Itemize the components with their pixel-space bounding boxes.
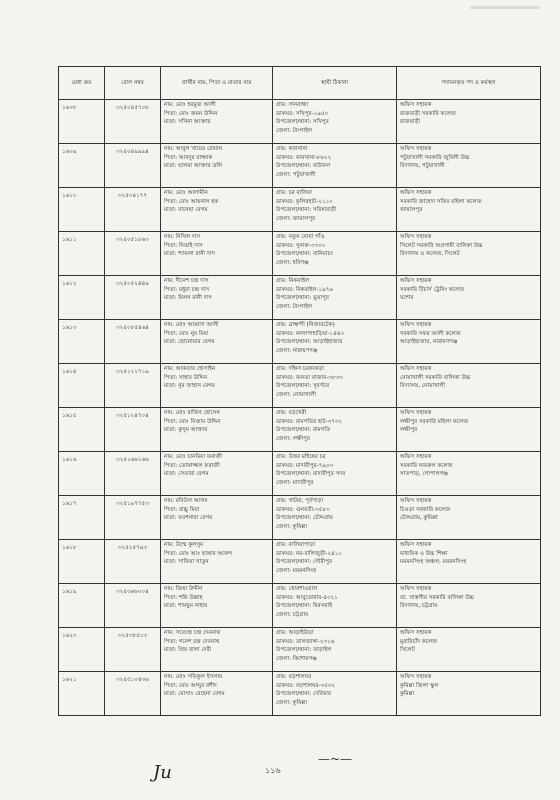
address-cell [273,144,397,188]
post-line: সরকারি নজরুল কলেজ [400,462,453,469]
address-line: গ্রাম: দক্ষিণ চরকাকড়া [276,366,324,372]
name-line: পিতা: নিতাই দাস [164,242,203,249]
post-cell [397,452,541,496]
address-line: জেলা: কুমিল্লা [276,699,307,706]
address-line: গ্রাম: আড়াইউড়া [276,630,314,636]
name-cell [161,320,273,364]
name-line: নাম: রবিউল আলম [164,498,208,504]
post-line: সিলেট সরকারি অগ্রগামী বালিকা উচ্চ [400,242,483,249]
post-line: কুমিল্লা [400,691,415,698]
name-cell [161,584,273,628]
name-line: পিতা: শফি উল্লাহ [164,594,203,601]
address-cell [273,496,397,540]
roll-cell: ৩২৫১২৪৭০৪ [105,408,161,452]
post-line: অফিস সহায়ক [400,586,432,592]
table-row [59,188,541,232]
header-roll: রোল নম্বর [105,67,161,100]
post-line: সরকারি টিচার্স ট্রেনিং কলেজ [400,286,465,293]
name-line: নাম: জিয়া উদ্দীন [164,586,203,592]
post-cell [397,188,541,232]
roll-cell: ৩২৫৩৮৫১৩ [105,628,161,672]
header-address: স্থায়ী ঠিকানা [273,67,397,100]
address-line: জেলা: জামালপুর [276,215,316,222]
post-cell [397,276,541,320]
name-line: পিতা: আবদুর রাজ্জাক [164,154,213,161]
address-line: উপজেলা/থানা: চৌদ্দগ্রাম [276,515,333,522]
post-line: পটুয়াখালী সরকারি জুবিলী উচ্চ [400,154,470,161]
address-cell [273,100,397,144]
address-line: উপজেলা/থানা: রামগতি [276,427,331,434]
address-line: ডাকঘর: আবুতোরাব-৪৩২১ [276,594,338,601]
name-line: নাম: মোঃ রাজিব হোসেন [164,410,220,416]
name-line: নাম: দীনেশ চন্দ্র দাস [164,278,209,284]
roll-cell: ৩২৫০৪১৭৭ [105,188,161,232]
address-cell [273,452,397,496]
roll-cell: ৩২৫২৫৭৯৩ [105,540,161,584]
post-line: অফিস সহায়ক [400,278,432,284]
name-line: পিতা: গনেশ চন্দ্র দেবনাথ [164,638,220,645]
address-cell [273,408,397,452]
name-line: মাতা: শ্যামলা রানী দাস [164,251,216,258]
address-line: উপজেলা/থানা: সুবর্ণচর [276,383,330,390]
post-line: অফিস সহায়ক [400,542,432,548]
roll-cell: ৩২৫০৪৯৯৯৪ [105,144,161,188]
roll-cell: ৩২৫৩৬৬০০৪ [105,584,161,628]
post-line: ময়মনসিংহ অঞ্চল, ময়মনসিংহ [400,559,467,566]
address-line: গ্রাম: খোরশাওয়াল [276,586,318,592]
address-line: ডাকঘর: জনতা বাজার-৩৮৩৩ [276,374,343,381]
name-line: পিতা: মোঃ আব্দুর রশীদ [164,682,217,689]
post-cell [397,144,541,188]
name-line: মাতা: শামছুন নাহার [164,603,208,610]
address-line: জেলা: লক্ষীপুর [276,435,310,442]
merit-cell: ১৬১২ [59,276,105,320]
address-line: জেলা: পটুয়াখালী [276,171,316,178]
address-line: গ্রাম: উত্তর মহিষের চর [276,454,326,460]
address-line: গ্রাম: ব্রাহ্মন্দী (নিজারটেক) [276,322,335,328]
post-line: মুরারিচাঁদ কলেজ [400,638,438,645]
roll-cell: ৩২৫১৯৭৭৫৩ [105,496,161,540]
candidate-table [58,66,541,716]
name-line: মাতা: রওশনারা বেগম [164,515,213,522]
merit-cell: ১৬১৭ [59,496,105,540]
post-line: সিলেট [400,647,415,654]
post-cell [397,100,541,144]
name-line: পিতা: সাহাব উদ্দিন [164,374,208,381]
address-line: উপজেলা/থানা: বানিয়াচং [276,251,333,258]
name-line: নাম: মোঃ চানমিয়া ফরাজী [164,454,223,460]
name-line: নাম: মোঃ আলামীন [164,190,208,196]
post-line: মাধ্যমিক ও উচ্চ শিক্ষা [400,550,448,557]
address-line: জেলা: নারায়ণগঞ্জ [276,347,318,354]
table-row [59,584,541,628]
table-row [59,628,541,672]
post-line: নোয়াখালী সরকারি বালিকা উচ্চ [400,374,471,381]
name-line: মাতা: ছোনোয়ার বেগম [164,339,215,346]
post-line: আড়াইহাজার, নারায়ণগঞ্জ [400,339,458,346]
header-merit: মেধা ক্রম [59,67,105,100]
post-cell [397,540,541,584]
address-line: জেলা: কিশোরগঞ্জ [276,655,317,662]
address-line: উপজেলা/থানা: সখিপুর [276,119,329,126]
name-cell [161,540,273,584]
post-line: অফিস সহায়ক [400,322,432,328]
post-line: সাতপাড়, গোপালগঞ্জ [400,471,449,478]
name-line: নাম: আকতার হোসাইন [164,366,216,372]
address-line: ডাকঘর: গুনবতী-৩৫৮৩ [276,506,330,513]
post-line: অফিস সহায়ক [400,190,432,196]
roll-cell: ৩২৫০৫১৮৬৩ [105,232,161,276]
name-line: নাম: মোঃ হরমুজ আলী [164,102,216,108]
name-line: নাম: নিখিল দাস [164,234,201,240]
address-cell [273,672,397,716]
post-line: যশোর [400,295,414,302]
address-line: উপজেলা/থানা: মিরসরাই [276,603,333,610]
roll-cell: ৩২৫১২২৭১৯ [105,364,161,408]
roll-cell: ৩২৫১৬৬১৬৬ [105,452,161,496]
address-line: গ্রাম: খাটরা, পূর্বপাড়া [276,498,324,504]
name-line: পিতা: মোঃ জয়ন উদ্দিন [164,110,218,117]
name-cell [161,408,273,452]
table-row [59,232,541,276]
address-cell [273,540,397,584]
table-row [59,100,541,144]
name-line: মাতা: সাফিয়া খাতুন [164,559,209,566]
merit-cell: ১৬১৮ [59,540,105,584]
address-line: ডাকঘর: তালজাঙ্গা-২৩১৬ [276,638,335,645]
merit-cell: ১৬২১ [59,672,105,716]
post-line: অফিস সহায়ক [400,102,432,108]
post-line: অফিস সহায়ক [400,498,432,504]
post-cell [397,496,541,540]
address-line: জেলা: টাংগাইল [276,127,313,134]
address-line: ডাকঘর: সুনারু-৩৩০০ [276,242,326,249]
address-cell [273,276,397,320]
address-line: ডাকঘর: সখিপুর-১৯৫০ [276,110,329,117]
post-cell [397,408,541,452]
post-line: অফিস সহায়ক [400,410,432,416]
merit-cell: ১৬১৫ [59,408,105,452]
address-line: গ্রাম: নিকরাইল [276,278,310,284]
post-line: অফিস সহায়ক [400,454,432,460]
name-line: মাতা: মোসাঃ রেহেনা বেগম [164,691,225,698]
post-line: লক্ষীপুর সরকারি মহিলা কলেজ [400,418,469,425]
name-cell [161,144,273,188]
address-line: ডাকঘর: কুলিরহাট-২১১০ [276,198,333,205]
address-line: জেলা: চট্টগ্রাম [276,611,309,618]
name-line: মাতা: মিলন রানী দাস [164,295,212,302]
name-cell [161,188,273,232]
name-cell [161,672,273,716]
post-cell [397,628,541,672]
address-line: ডাকঘর: বড়শালঘর-৩৫৩২ [276,682,336,689]
name-line: পিতা: মোঃ আঃ ছাত্তার আকন্দ [164,550,233,557]
post-line: জামালপুর [400,207,423,214]
address-cell [273,232,397,276]
name-cell [161,100,273,144]
name-line: মাতা: ছালমা আক্তার ডলি [164,163,223,170]
name-cell [161,628,273,672]
post-line: বিদ্যালয় ও কলেজ, সিলেট [400,251,460,258]
address-line: জেলা: নোয়াখালী [276,391,316,398]
post-line: অফিস সহায়ক [400,146,432,152]
address-line: উপজেলা/থানা: গৌরীপুর [276,559,333,566]
name-line: পিতা: বাচ্চু মিয়া [164,506,200,513]
address-line: জেলা: ময়মনসিংহ [276,567,317,574]
post-line: লক্ষীপুর [400,427,418,434]
name-line: পিতা: তোফাজ্জল ফরাজী [164,462,220,469]
post-cell [397,672,541,716]
roll-cell: ৩২৫০৪৫৭০৮ [105,100,161,144]
post-line: বিদ্যালয়, পটুয়াখালী [400,163,445,170]
post-line: বিদ্যালয়, নোয়াখালী [400,383,446,390]
address-line: গ্রাম: বালিয়াপাড়া [276,542,316,548]
post-line: সরকারি সফর আলী কলেজ [400,330,461,337]
name-cell [161,452,273,496]
signature-left: Ju [153,762,172,783]
post-cell [397,232,541,276]
post-line: অফিস সহায়ক [400,366,432,372]
page-number: ১১৬ [265,766,281,775]
name-line: মাতা: সেতারা বেগম [164,471,209,478]
merit-cell: ১৬১৩ [59,320,105,364]
post-line: চিওড়া সরকারি কলেজ [400,506,451,513]
faded-header-mark [470,6,540,9]
post-line: বিদ্যালয়, চট্টগ্রাম [400,603,438,610]
post-line: রাজবাড়ী সরকারি কলেজ [400,110,456,117]
merit-cell: ১৬০৯ [59,144,105,188]
address-line: ডাকঘর: নিকরাইল-১৯৭৬ [276,286,334,293]
post-line: সরকারি জাহেদা সফির মহিলা কলেজ [400,198,482,205]
roll-cell: ৩২৫৫১০৪৩৬ [105,672,161,716]
post-cell [397,584,541,628]
address-cell [273,320,397,364]
name-line: মাতা: নুর জাহান বেগম [164,383,215,390]
header-name: প্রার্থীর নাম, পিতা ও মাতার নাম [161,67,273,100]
name-cell [161,232,273,276]
merit-cell: ১৬০৮ [59,100,105,144]
address-line: উপজেলা/থানা: মাদারীপুর সদর [276,471,346,478]
table-header-row [59,67,541,100]
merit-cell: ১৬১৪ [59,364,105,408]
table-row [59,364,541,408]
address-line: ডাকঘর: কালাপাহাড়িয়া-১৪৪০ [276,330,345,337]
address-line: ডাকঘর: কারখানা-৮৬২২ [276,154,332,161]
address-line: উপজেলা/থানা: ভুয়াপুর [276,295,329,302]
table-row [59,672,541,716]
post-line: অফিস সহায়ক [400,674,432,680]
table-row [59,496,541,540]
post-line: অফিস সহায়ক [400,234,432,240]
table-row [59,276,541,320]
table-row [59,452,541,496]
table-row [59,144,541,188]
name-line: পিতা: মোঃ আয়নাল হক [164,198,219,205]
address-cell [273,584,397,628]
table-row [59,540,541,584]
name-line: পিতা: মোঃ নুর মিয়া [164,330,209,337]
merit-cell: ১৬১১ [59,232,105,276]
name-line: পিতা: মধুরা চন্দ্র দাস [164,286,210,293]
address-line: উপজেলা/থানা: আড়াইহাজার [276,339,343,346]
address-line: গ্রাম: নতুন নোয়া গাঁও [276,234,325,240]
address-line: উপজেলা/থানা: তাড়াইল [276,647,332,654]
address-cell [273,364,397,408]
name-line: পিতা: মোঃ নিজাম উদ্দিন [164,418,221,425]
address-line: ডাকঘর: নব-বালিজুড়ী-২৪১১ [276,550,342,557]
name-cell [161,496,273,540]
address-line: জেলা: টাংগাইল [276,303,313,310]
name-line: নাম: সত্যেন্দ্র চন্দ্র দেবনাথ [164,630,221,636]
address-line: ডাকঘর: রামগতির হাট-৩৭৩২ [276,418,343,425]
address-line: গ্রাম: সানবান্ধা [276,102,309,108]
address-line: জেলা: হবিগঞ্জ [276,259,309,266]
table-row [59,320,541,364]
address-line: গ্রাম: বড়শালঘর [276,674,312,680]
name-line: মাতা: কুসুম আক্তার [164,427,208,434]
signature-right: —~— [318,752,353,766]
address-cell [273,188,397,232]
name-line: মাতা: প্রিয় বালা দেবী [164,647,212,654]
header-post: পদায়নকৃত পদ ও কর্মস্থল [397,67,541,100]
address-line: জেলা: কুমিল্লা [276,523,307,530]
address-line: উপজেলা/থানা: সরিষাবাড়ী [276,207,337,214]
merit-cell: ১৬১০ [59,188,105,232]
name-line: নাম: উম্মে কুলসুম [164,542,204,548]
roll-cell: ৩২৫০৫২৪৪৯ [105,276,161,320]
name-line: নাম: আবুল খায়ের রোমান [164,146,223,152]
address-line: উপজেলা/থানা: দেবিদ্বার [276,691,331,698]
post-cell [397,320,541,364]
name-line: মাতা: সখিনা আক্তার [164,119,211,126]
name-line: নাম: মোঃ সফিকুল ইসলাম [164,674,223,680]
name-line: নাম: মোঃ আব্বাস আলী [164,322,219,328]
table-row [59,408,541,452]
post-line: কুমিল্লা জিলা স্কুল [400,682,439,689]
address-line: গ্রাম: চর বালিয়া [276,190,312,196]
address-line: গ্রাম: বড়খেরী [276,410,307,416]
post-line: চৌদ্দগ্রাম, কুমিল্লা [400,515,438,522]
post-cell [397,364,541,408]
roll-cell: ৩২৫০৮৫৪৬৪ [105,320,161,364]
post-line: ডা. খাস্তগীর সরকারি বালিকা উচ্চ [400,594,475,601]
name-cell [161,276,273,320]
address-cell [273,628,397,672]
merit-cell: ১৬১৬ [59,452,105,496]
address-line: গ্রাম: কারখানা [276,146,308,152]
merit-cell: ১৬১৯ [59,584,105,628]
post-line: রাজবাড়ী [400,119,421,126]
address-line: জেলা: মাদারীপুর [276,479,314,486]
post-line: অফিস সহায়ক [400,630,432,636]
name-line: মাতা: বানেছা বেগম [164,207,208,214]
address-line: ডাকঘর: মাদারীপুর-৭৯০০ [276,462,334,469]
merit-cell: ১৬২০ [59,628,105,672]
name-cell [161,364,273,408]
address-line: উপজেলা/থানা: বাউফল [276,163,331,170]
